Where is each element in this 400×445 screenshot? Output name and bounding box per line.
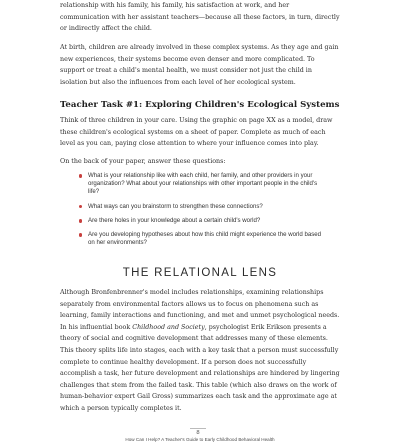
paragraph-text-start: Although Bronfenbrenner's model includes relationships, examining relationships separately from environmental factors allows us to focus on phenomena such as learning, family interactions and functioning, and met and unmet psychological needs. In his influential book [60, 289, 340, 331]
question-text: What is your relationship like with each child, her family, and other providers in your organization? What about your relationships with other important people in the child's life? [88, 172, 318, 196]
paragraph-text-end: , psychologist Erik Erikson presents a theory of social and cognitive development that addresses many of these elements. This theory splits life into stages, each with a key task that a person must successfully complete to continue healthy development. If a person does not successfully accomplish a task, her future development and relationships are hindered by lingering challenges that stem from the failed task. This table (which also draws on the work of human-behavior expert Gail Gross) summarizes each task and the approximate age at which a person typically completes it. [60, 323, 340, 412]
running-footer: How Can I Help? A Teacher's Guide to Early Childhood Behavioral Health [125, 437, 275, 442]
question-text: What ways can you brainstorm to strengthen these connections? [88, 202, 263, 210]
page-number: 8 [190, 428, 206, 438]
book-title: Childhood and Society [132, 323, 205, 331]
list-item [60, 231, 340, 247]
list-item [60, 217, 340, 225]
list-item [60, 203, 340, 211]
bullet-icon [79, 174, 82, 177]
relational-lens-heading: THE RELATIONAL LENS [122, 267, 278, 279]
question-text: Are you developing hypotheses about how this child might experience the world based on her environments? [88, 231, 322, 247]
task-instructions: Think of three children in your care. Using the graphic on page XX as a model, draw these children's ecological systems on a sheet of paper. Complete as much of each level as you can, paying close attention to where your influence comes into play. [60, 117, 333, 148]
bullet-icon [79, 205, 82, 208]
question-list [60, 172, 340, 253]
bullet-icon [79, 219, 82, 222]
birth-paragraph: At birth, children are already involved in these complex systems. As they age and gain new experiences, their systems become even denser and more complicated. To support or treat a child's mental health, we must consider not just the child in isolation but also the influences from each level of her ecological system. [60, 44, 339, 86]
question-text: Are there holes in your knowledge about a certain child's world? [88, 216, 261, 224]
bullet-icon [79, 233, 82, 236]
relational-lens-paragraph [60, 287, 340, 415]
list-item [60, 172, 340, 197]
intro-paragraph: relationship with his family, his family, his satisfaction at work, and her communication with her assistant teachers—because all these factors, in turn, directly or indirectly affect the child. [60, 2, 340, 33]
back-of-paper-prompt: On the back of your paper, answer these questions: [60, 158, 226, 165]
teacher-task-heading: Teacher Task #1: Exploring Children's Ecological Systems [60, 100, 340, 110]
